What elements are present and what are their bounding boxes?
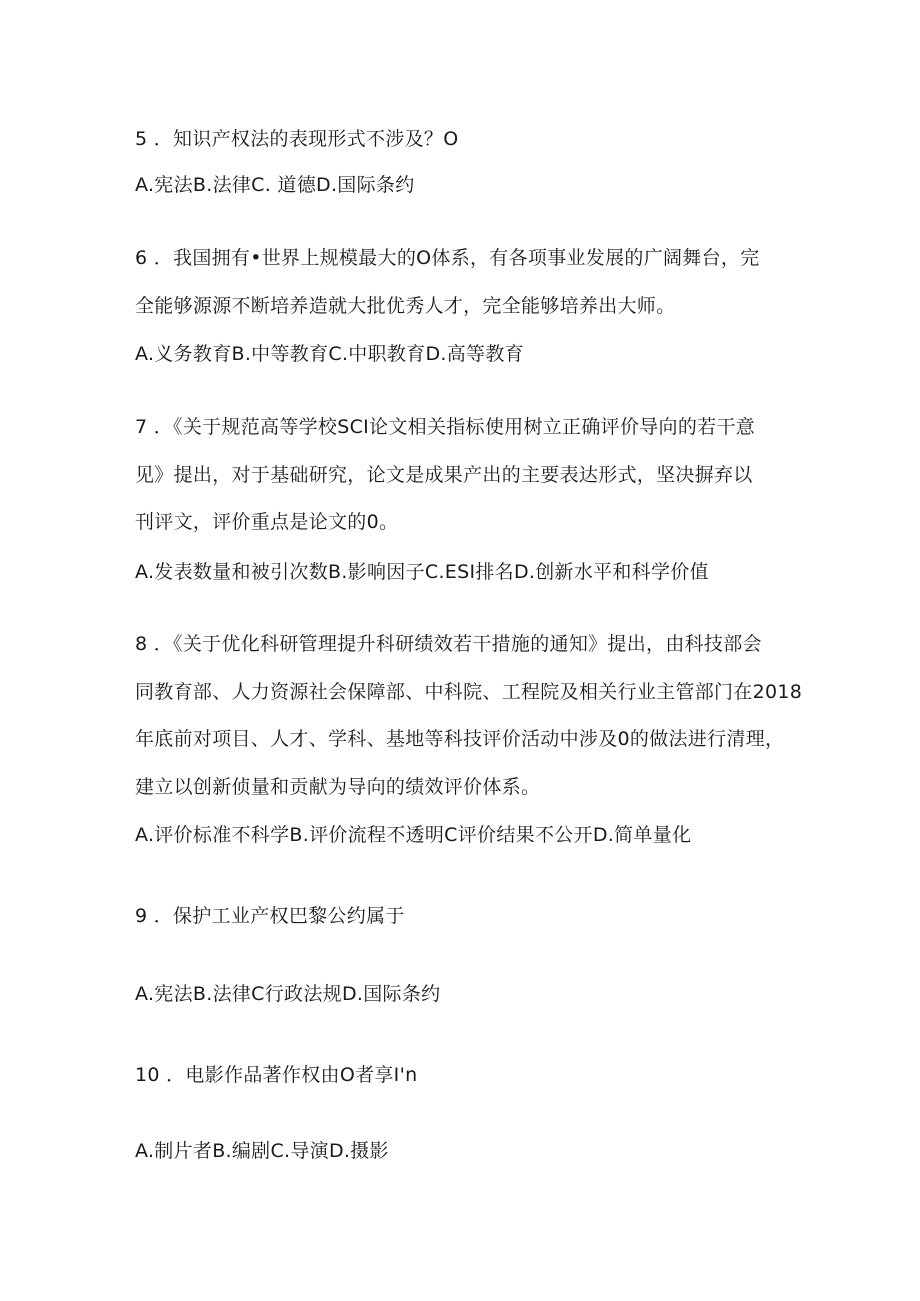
question-8-options: A.评价标准不科学B.评价流程不透明C评价结果不公开D.简单量化: [135, 824, 692, 846]
question-10-options: A.制片者B.编剧C.导演D.摄影: [135, 1140, 389, 1162]
question-10-text: 10 ．电影作品著作权由O者享I'n: [135, 1064, 418, 1086]
question-8-text-line-1: 8 ．《关于优化科研管理提升科研绩效若干措施的通知》提出，由科技部会: [135, 633, 762, 655]
question-5-options: A.宪法B.法律C. 道德D.国际条约: [135, 174, 415, 196]
question-8-text-line-2: 同教育部、人力资源社会保障部、中科院、工程院及相关行业主管部门在2018: [135, 681, 803, 703]
question-8-text-line-4: 建立以创新侦量和贡献为导向的绩效评价体系。: [135, 776, 541, 798]
question-7-text-line-2: 见》提出，对于基础研究，论文是成果产出的主要表达形式，坚决摒弃以: [135, 464, 753, 486]
question-6-options: A.义务教育B.中等教育C.中职教育D.高等教育: [135, 343, 524, 365]
question-9-options: A.宪法B.法律C行政法规D.国际条约: [135, 983, 441, 1005]
question-9-text: 9 ．保护工业产权巴黎公约属于: [135, 905, 405, 927]
question-6-text-line-1: 6 ．我国拥有•世界上规模最大的O体系，有各项事业发展的广阔舞台，完: [135, 247, 760, 269]
question-5-text: 5 ．知识产权法的表现形式不涉及？O: [135, 128, 459, 150]
question-8-text-line-3: 年底前对项目、人才、学科、基地等科技评价活动中涉及0的做法进行清理，: [135, 728, 785, 750]
question-7-text-line-1: 7 ．《关于规范高等学校SCI论文相关指标使用树立正确评价导向的若干意: [135, 416, 756, 438]
question-7-options: A.发表数量和被引次数B.影响因子C.ESI排名D.创新水平和科学价值: [135, 561, 709, 583]
question-7-text-line-3: 刊评文，评价重点是论文的0。: [135, 511, 399, 533]
question-6-text-line-2: 全能够源源不断培养造就大批优秀人才，完全能够培养出大师。: [135, 295, 676, 317]
